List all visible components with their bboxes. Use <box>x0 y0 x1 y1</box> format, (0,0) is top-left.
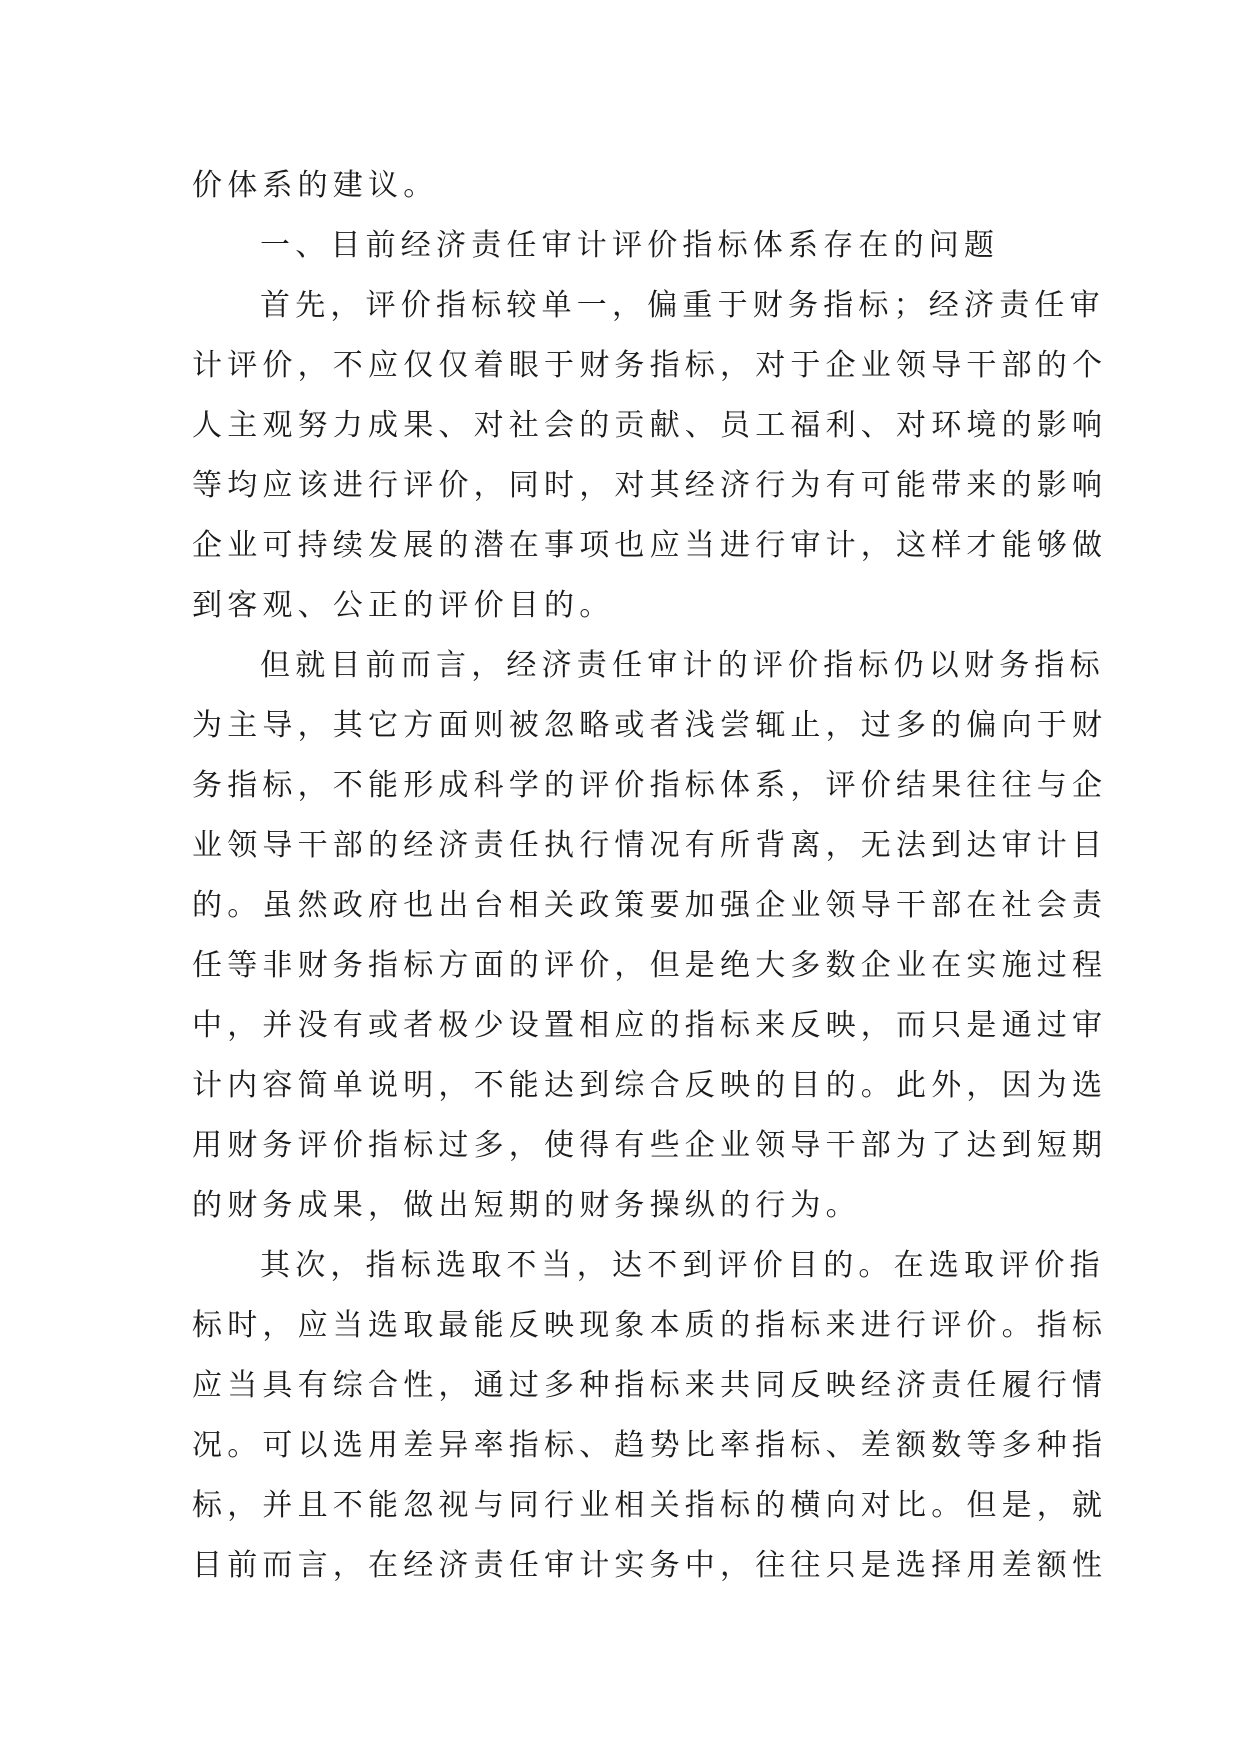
text-line: 业领导干部的经济责任执行情况有所背离，无法到达审计目 <box>192 828 1108 863</box>
text-line: 到客观、公正的评价目的。 <box>192 588 615 623</box>
text-line: 任等非财务指标方面的评价，但是绝大多数企业在实施过程 <box>192 948 1108 983</box>
paragraph-first-line: 但就目前而言，经济责任审计的评价指标仍以财务指标 <box>260 648 1105 683</box>
section-heading: 一、目前经济责任审计评价指标体系存在的问题 <box>260 228 1000 263</box>
paragraph-first-line: 首先，评价指标较单一，偏重于财务指标；经济责任审 <box>260 288 1105 323</box>
text-line: 标时，应当选取最能反映现象本质的指标来进行评价。指标 <box>192 1308 1108 1343</box>
paragraph-first-line: 其次，指标选取不当，达不到评价目的。在选取评价指 <box>260 1248 1105 1283</box>
text-line: 用财务评价指标过多，使得有些企业领导干部为了达到短期 <box>192 1128 1108 1163</box>
text-line: 的。虽然政府也出台相关政策要加强企业领导干部在社会责 <box>192 888 1108 923</box>
text-line: 中，并没有或者极少设置相应的指标来反映，而只是通过审 <box>192 1008 1108 1043</box>
text-line: 目前而言，在经济责任审计实务中，往往只是选择用差额性 <box>192 1548 1108 1583</box>
text-line: 况。可以选用差异率指标、趋势比率指标、差额数等多种指 <box>192 1428 1108 1463</box>
text-line: 企业可持续发展的潜在事项也应当进行审计，这样才能够做 <box>192 528 1108 563</box>
text-line: 价体系的建议。 <box>192 168 439 203</box>
text-line: 等均应该进行评价，同时，对其经济行为有可能带来的影响 <box>192 468 1108 503</box>
text-line: 计评价，不应仅仅着眼于财务指标，对于企业领导干部的个 <box>192 348 1108 383</box>
text-line: 应当具有综合性，通过多种指标来共同反映经济责任履行情 <box>192 1368 1108 1403</box>
text-line: 务指标，不能形成科学的评价指标体系，评价结果往往与企 <box>192 768 1108 803</box>
text-line: 为主导，其它方面则被忽略或者浅尝辄止，过多的偏向于财 <box>192 708 1108 743</box>
text-line: 的财务成果，做出短期的财务操纵的行为。 <box>192 1188 861 1223</box>
document-body <box>192 156 1108 1596</box>
text-line: 人主观努力成果、对社会的贡献、员工福利、对环境的影响 <box>192 408 1108 443</box>
text-line: 标，并且不能忽视与同行业相关指标的横向对比。但是，就 <box>192 1488 1108 1523</box>
text-line: 计内容简单说明，不能达到综合反映的目的。此外，因为选 <box>192 1068 1108 1103</box>
